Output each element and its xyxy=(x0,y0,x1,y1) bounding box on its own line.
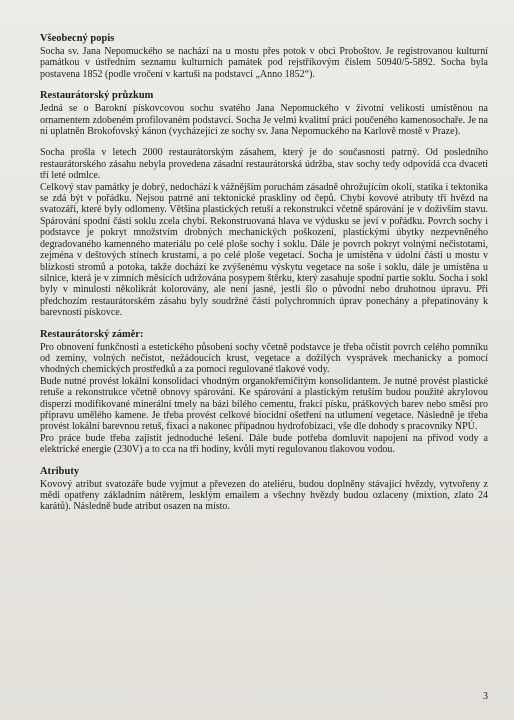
section-heading: Restaurátorský záměr: xyxy=(40,328,144,340)
paragraph: Pro práce bude třeba zajistit jednoduché lešení. Dále bude potřeba domluvit napojení na přívod vody a elektrické energie (230V) a to cca na tři hodiny, kvůli mytí regulovanou tlakovou vodou. xyxy=(40,432,488,456)
section-attributes xyxy=(40,466,488,513)
paragraph: Socha prošla v letech 2000 restaurátorským zásahem, který je do současnosti patrný. Od posledního restaurátorského zásahu nebyla provedena zásadní restaurátorská údržba, stav sochy tedy odpovídá cca dvaceti tří leté odmlce. xyxy=(40,147,488,182)
paragraph: Pro obnovení funkčnosti a estetického působení sochy včetně podstavce je třeba očistit povrch celého pomníku od zeminy, volných nečistot, nežádoucích krust, vegetace a dožilých vysprávek mechanicky a pomocí vhodných chemických prostředků a za pomoci regulované tlakové vody. xyxy=(40,341,488,376)
section-intent xyxy=(40,329,488,456)
section-heading: Všeobecný popis xyxy=(40,33,115,44)
paragraph: Bude nutné provést lokální konsolidaci vhodným organokřemičitým konsolidantem. Je nutné provést plastické retuše a rekonstrukce včetně obnovy spárování. Ke spárování a plastickým retuším budou použité akrylovou disperzí modifikované minerální tmely na bázi bílého cementu, frakcí písku, práškových barev nebo směsí pro přípravu umělého kamene. Je třeba provést celkové biocidní ošetření na utlumení vegetace. Následně je třeba provést lokální barevnou retuš, fixaci a nakonec případnou hydrofobizaci, vše dle dohody s pracovníky NPÚ. xyxy=(40,375,488,433)
section-heading: Restaurátorský průzkum xyxy=(40,90,154,102)
section-research xyxy=(40,90,488,318)
page-number: 3 xyxy=(483,691,488,702)
paragraph: Celkový stav památky je dobrý, nedochází k vážnějším poruchám zásadně ohrožujícím okolí, statika i tektonika se zdá být v pořádku. Nejsou patrné ani tektonické praskliny od čepů. Chybí kovové atributy tří hvězd na svatozáři, které byly odlomeny. Většina plastických retuší a rekonstrukcí včetně spárování je v doživším stavu. Spárování spodní části soklu zcela chybí. Rekonstruovaná hlava ve výdusku se jeví v pořádku. Povrch sochy i podstavce je pokryt množstvím drobných mechanických poškození, plastickými úbytky nezpevněného degradovaného kamenného materiálu po celé ploše sochy i soklu. Dále je povrch pokryt volnými nečistotami, zejména v deštových stínech krustami, a po celé ploše vegetací. Socha je umístěna v údolní části u mostu v blízkosti stromů a potoka, takže dochází ke zvýšenému výskytu vegetace na soše i soklu, dále je umístěna u silnice, která je v zimních měsících udržována posypem štěrku, který zasahuje spodní partie soklu. Socha i sokl byly v minulosti několikrát kolorovány, ale není jasné, jestli šlo o původní nebo druhotnou úpravu. Při předchozím restaurátorském zásahu byly soudržné části polychromních úprav ponechány a přepatinovány k barevnosti pískovce. xyxy=(40,181,488,319)
paragraph: Socha sv. Jana Nepomuckého se nachází na u mostu přes potok v obci Proboštov. Je registrovanou kulturní památkou v ústředním seznamu kulturních památek pod rejstříkovým číslem 50940/5-5892. Socha byla postavena 1852 (podle vročení v kartuši na podstavci „Anno 1852“). xyxy=(40,46,488,80)
section-heading: Atributy xyxy=(40,465,80,477)
paragraph: Jedná se o Barokní pískovcovou sochu svatého Jana Nepomuckého v životní velikosti umístěnou na ornamentem zdobeném profilovaném podstavci. Socha Je velmi kvalitní práci poučeného kamenosochaře. Je na ní uplatněn Brokofovský kánon (vycházející ze sochy sv. Jana Nepomuckého na Karlově mostě v Praze). xyxy=(40,103,488,138)
section-general xyxy=(40,33,488,80)
paragraph: Kovový atribut svatozáře bude vyjmut a převezen do ateliéru, budou doplněny stávající hvězdy, vytvořeny z mědi opatřeny základním nátěrem, lesklým emailem a všechny hvězdy budou ozlaceny (mixtion, zlato 24 karátů). Následně bude atribut osazen na místo. xyxy=(40,478,488,513)
